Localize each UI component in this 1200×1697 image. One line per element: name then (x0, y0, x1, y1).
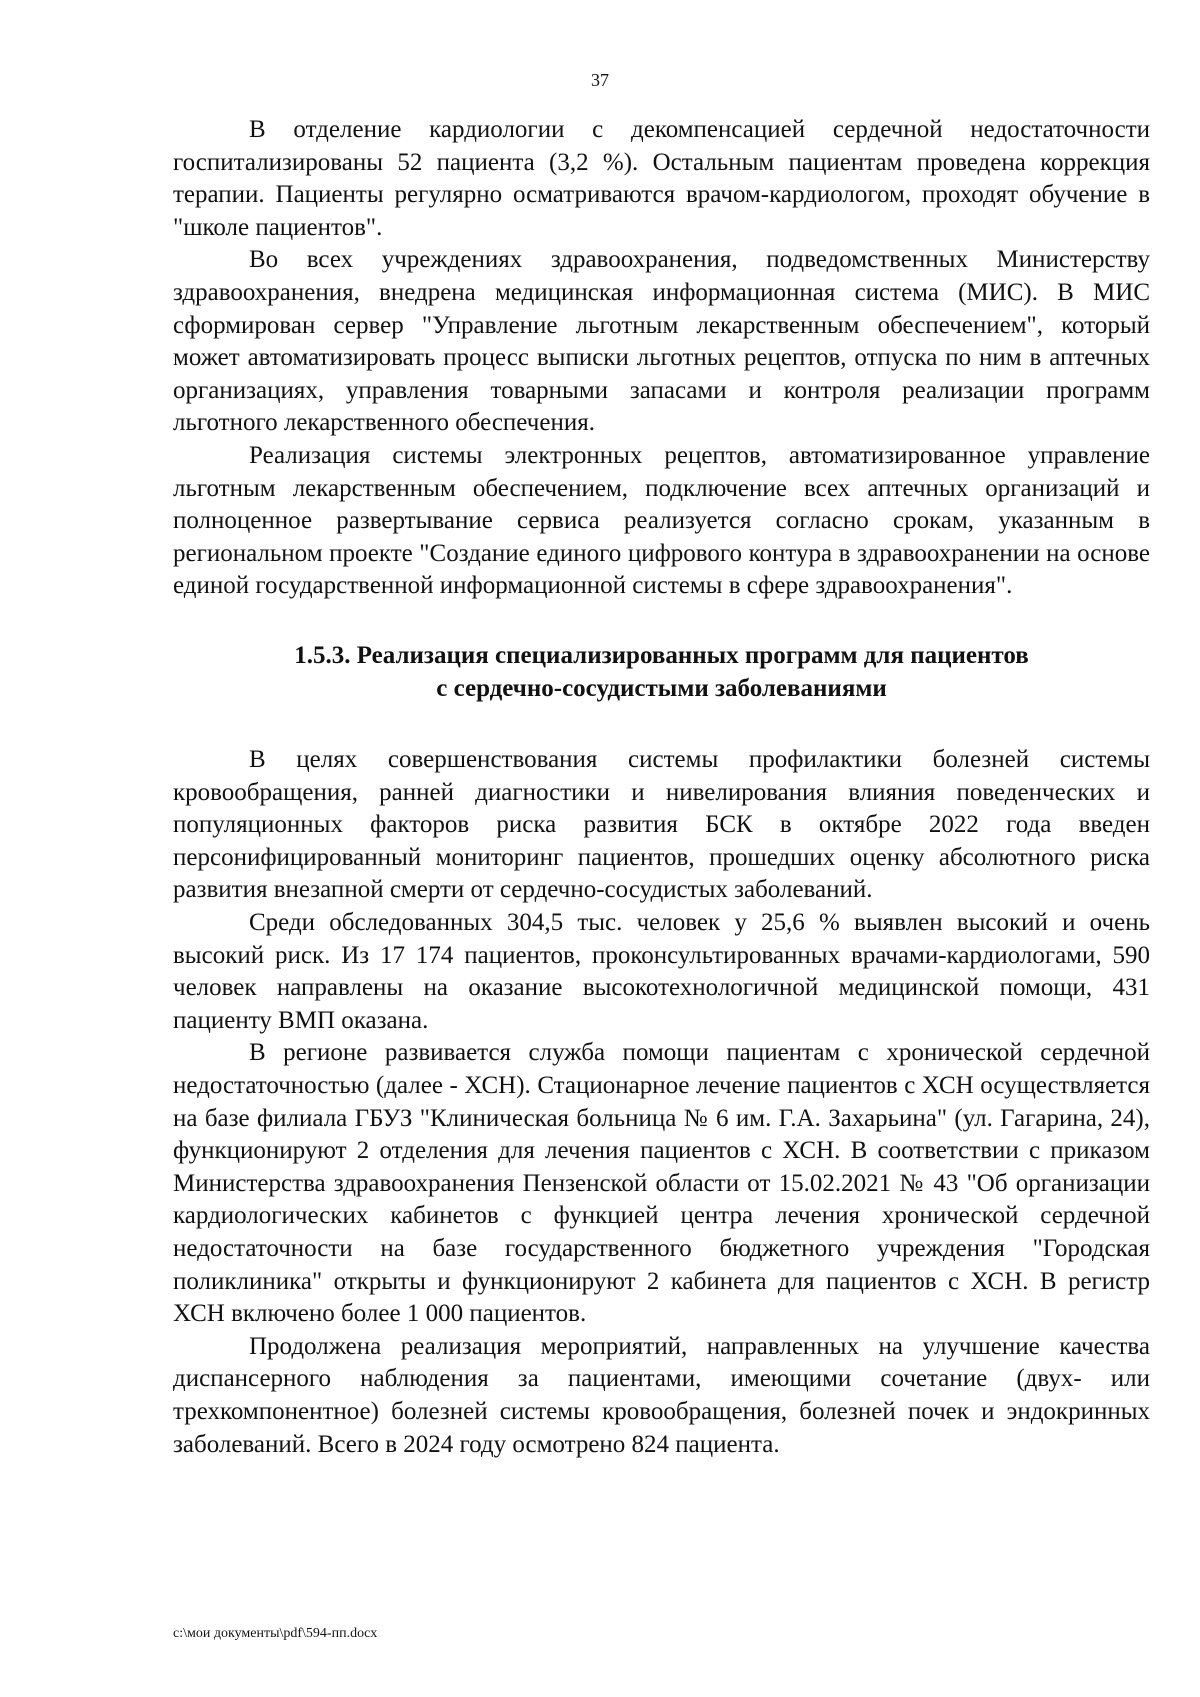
paragraph-risk-screening: Среди обследованных 304,5 тыс. человек у 25,6 % выявлен высокий и очень высокий риск. Из 17 174 пациентов, проконсультированных врачами-кардиологами, 590 человек направлены на оказание высокотехнологичной медицинской помощи, 431 пациенту ВМП оказана. (173, 909, 1150, 1034)
paragraph-cardiology-hospitalization: В отделение кардиологии с декомпенсацией сердечной недостаточности госпитализированы 52 пациента (3,2 %). Остальным пациентам проведена коррекция терапии. Пациенты регулярно осматриваются врачом-кардиологом, проходят обучение в "школе пациентов". (173, 116, 1150, 241)
document-body (173, 114, 1150, 1461)
page-number: 37 (591, 70, 609, 90)
paragraph-personalized-monitoring: В целях совершенствования системы профилактики болезней системы кровообращения, ранней диагностики и нивелирования влияния поведенческих и популяционных факторов риска развития БСК в октябре 2022 года введен персонифицированный мониторинг пациентов, прошедших оценку абсолютного риска развития внезапной смерти от сердечно-сосудистых заболеваний. (173, 746, 1150, 904)
paragraph-heart-failure-service: В регионе развивается служба помощи пациентам с хронической сердечной недостаточностью (далее - ХСН). Стационарное лечение пациентов с ХСН осуществляется на базе филиала ГБУЗ "Клиническая больница № 6 им. Г.А. Захарьина" (ул. Гагарина, 24), функционируют 2 отделения для лечения пациентов с ХСН. В соответствии с приказом Министерства здравоохранения Пензенской области от 15.02.2021 № 43 "Об организации кардиологических кабинетов с функцией центра лечения хронической сердечной недостаточности на базе государственного бюджетного учреждения "Городская поликлиника" открыты и функционируют 2 кабинета для пациентов с ХСН. В регистр ХСН включено более 1 000 пациентов. (173, 1039, 1150, 1328)
paragraph-electronic-prescriptions: Реализация системы электронных рецептов, автоматизированное управление льготным лекарственным обеспечением, подключение всех аптечных организаций и полноценное развертывание сервиса реализуется согласно срокам, указанным в региональном проекте "Создание единого цифрового контура в здравоохранении на основе единой государственной информационной системы в сфере здравоохранения". (173, 441, 1150, 600)
section-heading-line-2: с сердечно-сосудистыми заболеваниями (436, 674, 887, 702)
section-heading-line-1: 1.5.3. Реализация специализированных программ для пациентов (294, 641, 1029, 669)
paragraph-medical-information-system: Во всех учреждениях здравоохранения, подведомственных Министерству здравоохранения, внедрена медицинская информационная система (МИС). В МИС сформирован сервер "Управление льготным лекарственным обеспечением", который может автоматизировать процесс выписки льготных рецептов, отпуска по ним в аптечных организациях, управления товарными запасами и контроля реализации программ льготного лекарственного обеспечения. (173, 246, 1150, 437)
file-path-footer: c:\мои документы\pdf\594-пп.docx (173, 1626, 378, 1641)
section-heading (173, 640, 1150, 705)
paragraph-dispensary-observation: Продолжена реализация мероприятий, направленных на улучшение качества диспансерного наблюдения за пациентами, имеющими сочетание (двух- или трехкомпонентное) болезней системы кровообращения, болезней почек и эндокринных заболеваний. Всего в 2024 году осмотрено 824 пациента. (173, 1332, 1150, 1458)
